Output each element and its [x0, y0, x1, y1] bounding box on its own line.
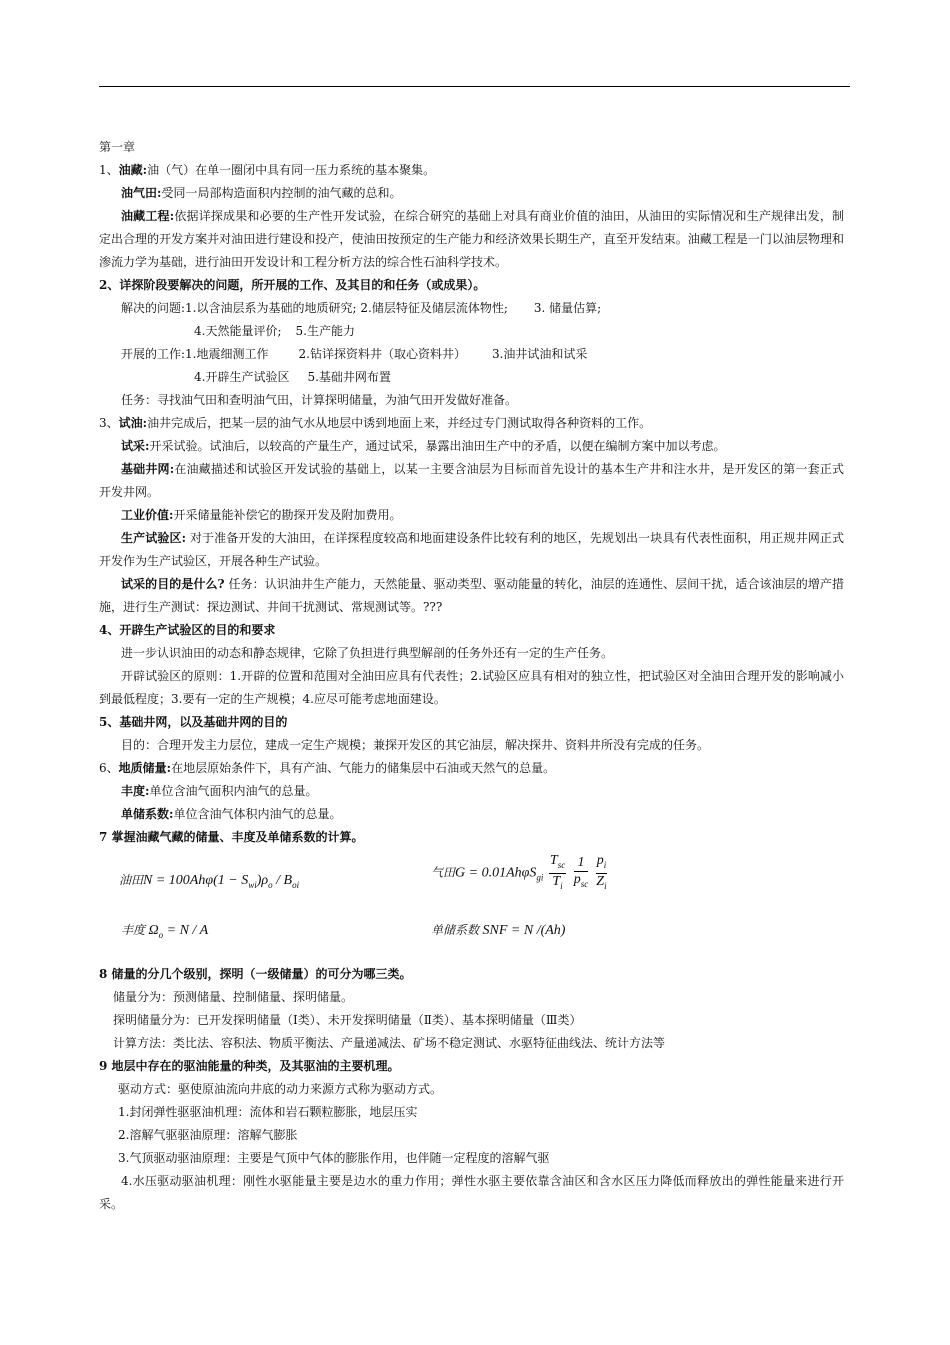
section-4-para-1: 进一步认识油田的动态和静态规律，它除了负担进行典型解剖的任务外还有一定的生产任务。	[121, 646, 614, 660]
term: 油气田:	[121, 186, 162, 200]
term: 工业价值:	[121, 508, 174, 522]
section-4-para-2: 开辟试验区的原则：1.开辟的位置和范围对全油田应具有代表性；2.试验区应具有相对的独立性，把试验区对全油田合理开发的影响减小到最低程度；3.要有一定的生产规模；4.应尽可能考虑地面建设。	[99, 669, 844, 706]
problems-row-2: 4.天然能量评价; 5.生产能力	[194, 324, 355, 338]
def-production-test-area: 生产试验区: 对于准备开发的大油田，在详探程度较高和地面建设条件比较有利的地区，先规划出一块具有代表性面积，用正规井网正式开发作为生产试验区，开展各种生产试验。	[99, 531, 844, 568]
gas-field-formula: 气田G = 0.01AhφS$_{gi}$ $\frac{T_{sc}}{T_i}$ $\frac{1}{p_{sc}}$ $\frac{p_i}{Z_i}$	[431, 853, 609, 894]
term: 油藏:	[118, 163, 148, 177]
problems-row-1: 解决的问题:1.以含油层系为基础的地质研究; 2.储层特征及储层流体物性; 3. 储量估算;	[121, 301, 602, 315]
def-industrial-value: 工业价值:开采储量能补偿它的勘探开发及附加费用。	[121, 508, 402, 522]
def-geological-reserves: 6、地质储量:在地层原始条件下，具有产油、气能力的储集层中石油或天然气的总量。	[99, 761, 556, 775]
term: 试采:	[121, 439, 150, 453]
def-basic-well-pattern: 基础井网:在油藏描述和试验区开发试验的基础上，以某一主要含油层为目标而首先设计的基本生产井和注水井，是开发区的第一套正式开发井网。	[99, 462, 844, 499]
term: 基础井网:	[121, 462, 175, 476]
section-9-para-3: 2.溶解气驱驱油原理：溶解气膨胀	[118, 1128, 298, 1142]
section-9-para-1: 驱动方式：驱使原油流向井底的动力来源方式称为驱动方式。	[118, 1082, 443, 1096]
def-well-test: 3、试油:油井完成后，把某一层的油气水从地层中诱到地面上来，并经过专门测试取得各种资料的工作。	[99, 416, 652, 430]
section-8-para-1: 储量分为：预测储量、控制储量、探明储量。	[113, 990, 354, 1004]
term: 油藏工程:	[121, 209, 175, 223]
section-8-para-3: 计算方法：类比法、容积法、物质平衡法、产量递减法、矿场不稳定测试、水驱特征曲线法、统计方法等	[113, 1036, 666, 1050]
unit-reserve-formula: 单储系数 SNF = N /(Ah)	[431, 923, 566, 938]
abundance-formula: 丰度 $\Omega_o = N / A$	[121, 923, 209, 940]
work-row-2: 4.开辟生产试验区 5.基础井网布置	[194, 370, 391, 384]
fraction-pressure: $\frac{1}{p_{sc}}$	[573, 854, 589, 889]
formula-row-1	[99, 849, 844, 907]
fraction-temperature: $\frac{T_{sc}}{T_i}$	[549, 853, 566, 891]
section-4-heading: 4、开辟生产试验区的目的和要求	[99, 623, 276, 637]
term: 生产试验区:	[121, 531, 187, 545]
section-9-para-5: 4.水压驱动驱油机理：刚性水驱能量主要是边水的重力作用；弹性水驱主要依靠含油区和含水区压力降低而释放出的弹性能量来进行开采。	[99, 1174, 844, 1211]
formula-row-2	[99, 907, 844, 963]
section-8-heading: 8 储量的分几个级别，探明（一级储量）的可分为哪三类。	[99, 967, 412, 981]
def-reservoir-engineering: 油藏工程:依据详探成果和必要的生产性开发试验，在综合研究的基础上对具有商业价值的油田，从油田的实际情况和生产规律出发，制定出合理的开发方案并对油田进行建设和投产，使油田按预定的生产能力和经济效果长期生产，直至开发结束。油藏工程是一门以油层物理和渗流力学为基础，进行油田开发设计和工程分析方法的综合性石油科学技术。	[99, 209, 844, 269]
section-9-heading: 9 地层中存在的驱油能量的种类，及其驱油的主要机理。	[99, 1059, 400, 1073]
section-8-para-2: 探明储量分为：已开发探明储量（Ⅰ类）、未开发探明储量（Ⅱ类）、基本探明储量（Ⅲ类）	[113, 1013, 582, 1027]
oil-field-formula: 油田$N = 100Ah\varphi(1 - S_{wi})\rho_o / B_{oi}$	[119, 873, 300, 890]
trial-production-purpose: 试采的目的是什么? 任务：认识油井生产能力，天然能量、驱动类型、驱动能量的转化，油层的连通性、层间干扰，适合该油层的增产措施，进行生产测试：探边测试、井间干扰测试、常规测试等。???	[99, 577, 844, 614]
def-abundance: 丰度:单位含油气面积内油气的总量。	[121, 784, 318, 798]
section-7-heading: 7 掌握油藏气藏的储量、丰度及单储系数的计算。	[99, 830, 364, 844]
term: 试油:	[118, 416, 148, 430]
def-oilgas-field: 油气田:受同一局部构造面积内控制的油气藏的总和。	[121, 186, 402, 200]
chapter-title: 第一章	[99, 140, 136, 154]
def-unit-reserve-coefficient: 单储系数:单位含油气体积内油气的总量。	[121, 807, 342, 821]
section-9-para-4: 3.气顶驱动驱油原理：主要是气顶中气体的膨胀作用，也伴随一定程度的溶解气驱	[118, 1151, 550, 1165]
document-body	[99, 136, 844, 1216]
section-2-heading: 2、详探阶段要解决的问题，所开展的工作、及其目的和任务（或成果）。	[99, 278, 486, 292]
def-reservoir: 1、油藏:油（气）在单一圈闭中具有同一压力系统的基本聚集。	[99, 163, 436, 177]
section-5-para-1: 目的：合理开发主力层位，建成一定生产规模；兼探开发区的其它油层，解决探井、资料井所没有完成的任务。	[121, 738, 710, 752]
work-row-1: 开展的工作:1.地震细测工作 2.钻详探资料井（取心资料井） 3.油井试油和试采	[121, 347, 588, 361]
term: 单储系数:	[121, 807, 174, 821]
section-5-heading: 5、基础井网，以及基础井网的目的	[99, 715, 288, 729]
term: 丰度:	[121, 784, 150, 798]
def-trial-production: 试采:开采试验。试油后，以较高的产量生产，通过试采，暴露出油田生产中的矛盾，以便在编制方案中加以考虑。	[121, 439, 726, 453]
task-line: 任务：寻找油气田和查明油气田，计算探明储量，为油气田开发做好准备。	[121, 393, 518, 407]
header-rule	[99, 86, 850, 87]
fraction-z-factor: $\frac{p_i}{Z_i}$	[596, 853, 607, 891]
section-9-para-2: 1.封闭弹性驱驱油机理：流体和岩石颗粒膨胀，地层压实	[118, 1105, 418, 1119]
term: 试采的目的是什么?	[121, 577, 225, 591]
term: 地质储量:	[118, 761, 172, 775]
